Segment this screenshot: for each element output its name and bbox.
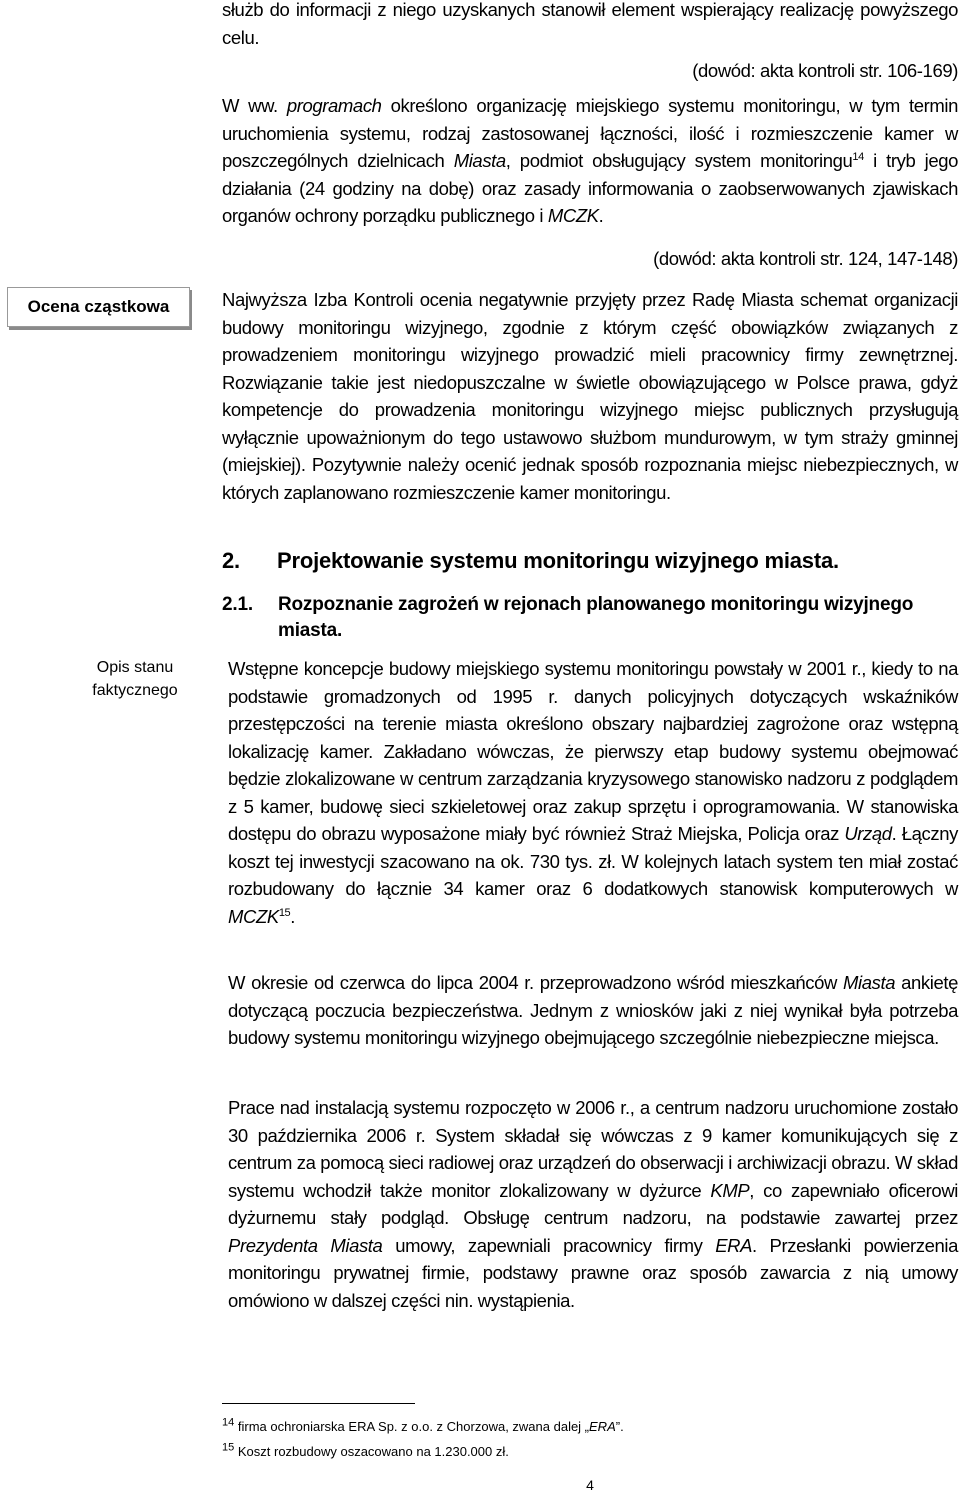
section-heading-2-1: [222, 592, 958, 644]
page-number: 4: [586, 1477, 594, 1493]
footnote-separator: [222, 1403, 415, 1404]
facts-description-label: Opis stanu faktycznego: [92, 659, 178, 699]
source-reference-2: (dowód: akta kontroli str. 124, 147-148): [653, 248, 958, 269]
paragraph-assessment: Najwyższa Izba Kontroli ocenia negatywnie przyjęty przez Radę Miasta schemat organizacji budowy monitoringu wizyjnego, zgodnie z którym część obowiązków związanych z prowadzeniem monitoringu wizyjnego prowadzić mieli pracownicy firmy zewnętrznej. Rozwiązanie takie jest niedopuszczalne w świetle obowiązującego w Polsce prawa, gdyż kompetencje do prowadzenia monitoringu wizyjnego miejsc publicznych przysługują wyłącznie upoważnionym do tego ustawowo służbom mundurowym, w tym straży gminnej (miejskiej). Pozytywnie należy ocenić jednak sposób rozpoznania miejsc niebezpiecznych, w których zaplanowano rozmieszczenie kamer monitoringu.: [222, 289, 958, 503]
section-heading-2: [222, 548, 958, 574]
subsection-title: Rozpoznanie zagrożeń w rejonach planowanego monitoringu wizyjnego miasta.: [278, 594, 914, 641]
section-number: 2.: [222, 548, 240, 573]
paragraph-intro: służb do informacji z niego uzyskanych stanowił element wspierający realizację powyższego celu.: [222, 0, 958, 48]
paragraph-programs: W ww. programach określono organizację miejskiego systemu monitoringu, w tym termin uruchomienia systemu, rodzaj zastosowanej łączności, ilość i rozmieszczenie kamer w poszczególnych dzielnicach Miasta, podmiot obsługujący system monitoringu$^{14}$ i tryb jego działania (24 godziny na dobę) oraz zasady informowania o zaobserwowanych zjawiskach organów ochrony porządku publicznego i MCZK.: [222, 95, 958, 226]
footnote-ref-14[interactable]: 14: [852, 150, 864, 163]
paragraph-concepts: Wstępne koncepcje budowy miejskiego systemu monitoringu powstały w 2001 r., kiedy to na podstawie gromadzonych od 1995 r. danych policyjnych dotyczących wskaźników przestępczości na terenie miasta określono obszary najbardziej zagrożone oraz wstępną lokalizację kamer. Zakładano wówczas, że pierwszy etap budowy systemu obejmować będzie zlokalizowane w centrum zarządzania kryzysowego stanowisko nadzoru z podglądem z 5 kamer, budowę sieci szkieletowej oraz zakup sprzętu i oprogramowania. W stanowiska dostępu do obrazu wyposażone miały być również Straż Miejska, Policja oraz Urząd. Łączny koszt tej inwestycji szacowano na ok. 730 tys. zł. W kolejnych latach system ten miał zostać rozbudowany do łącznie 34 kamer oraz 6 dodatkowych stanowisk komputerowych w MCZK$^{15}$.: [228, 658, 958, 927]
section-title: Projektowanie systemu monitoringu wizyjnego miasta.: [277, 548, 839, 573]
assessment-label-box: [7, 287, 190, 327]
subsection-number: 2.1.: [222, 594, 253, 615]
paragraph-survey: W okresie od czerwca do lipca 2004 r. przeprowadzono wśród mieszkańców Miasta ankietę dotyczącą poczucia bezpieczeństwa. Jednym z wniosków jaki z niej wynikał była potrzeba budowy systemu monitoringu wizyjnego obejmującego szczególnie niebezpieczne miejsca.: [228, 972, 958, 1048]
footnote-14: $^{14}$ firma ochroniarska ERA Sp. z o.o. z Chorzowa, zwana dalej „ERA”.: [222, 1416, 624, 1434]
footnote-ref-15[interactable]: 15: [278, 906, 291, 919]
assessment-label: Ocena cząstkowa: [27, 297, 170, 316]
paragraph-installation: Prace nad instalacją systemu rozpoczęto w 2006 r., a centrum nadzoru uruchomione zostało 30 października 2006 r. System składał się wówczas z 9 kamer komunikujących się z centrum za pomocą sieci radiowej oraz urządzeń do obserwacji i archiwizacji obrazu. W skład systemu wchodził także monitor zlokalizowany w dyżurce KMP, co zapewniało oficerowi dyżurnemu stały podgląd. Obsługę centrum nadzoru, na podstawie zawartej przez Prezydenta Miasta umowy, zapewniali pracownicy firmy ERA. Przesłanki powierzenia monitoringu prywatnej firmie, podstawy prawne oraz sposób zawarcia z nią umowy omówiono w dalszej części nin. wystąpienia.: [228, 1097, 958, 1311]
footnote-15: $^{15}$ Koszt rozbudowy oszacowano na 1.230.000 zł.: [222, 1441, 509, 1459]
source-reference-1: (dowód: akta kontroli str. 106-169): [692, 60, 958, 81]
